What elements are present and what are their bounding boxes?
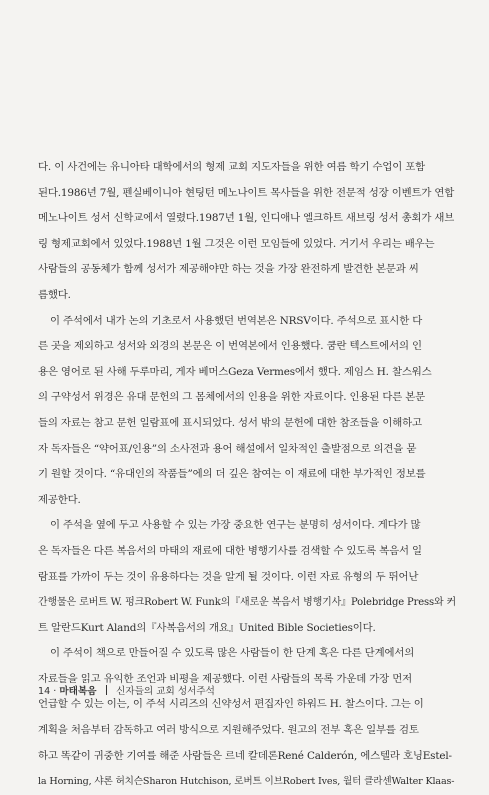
text-line: 자 독자들은 “약어표/인용”의 소사전과 용어 해설에서 일차적인 출발점으로 의견을 묻 <box>38 442 417 455</box>
paragraph-start-line: 이 주석이 책으로 만들어질 수 있도록 많은 사람들이 한 단계 혹은 다른 단계에서의 <box>50 647 415 660</box>
paragraph-start-line: 이 주석에서 내가 논의 기초로서 사용했던 번역본은 NRSV이다. 주석으로 표시한 다 <box>50 314 423 327</box>
text-line: 기 원할 것이다. “유대인의 작품들”에의 더 깊은 참여는 이 재료에 대한 부가적인 정보를 <box>38 468 426 481</box>
book-title: 마태복음 <box>59 686 97 697</box>
text-line: 언급할 수 있는 이는, 이 주석 시리즈의 신약성서 편집자인 하워드 H. 찰스이다. 그는 이 <box>38 698 424 711</box>
text-line: 하고 똑같이 귀중한 기여를 해준 사람들은 르네 칼데론René Calderón, 에스텔라 호닝Estel- <box>38 749 452 762</box>
text-line: 간행물은 로버트 W. 펑크Robert W. Funk의『새로운 복음서 병행기사』Polebridge Press와 커 <box>38 597 456 609</box>
text-line: 된다.1986년 7월, 펜실베이니아 현팅턴 메노나이트 목사들을 위한 전문적 성장 이벤트가 연합 <box>38 186 455 199</box>
footer-dot: · <box>53 686 57 697</box>
text-line: 른 곳을 제외하고 성서와 외경의 본문은 이 번역본에서 인용했다. 쿰란 텍스트에서의 인 <box>38 340 422 353</box>
text-line: 람표를 가까이 두는 것이 유용하다는 것을 알게 될 것이다. 이런 자료 유형의 두 뛰어난 <box>38 570 419 583</box>
text-line: 제공한다. <box>38 493 81 506</box>
text-line: 계획을 처음부터 감독하고 여러 방식으로 지원해주었다. 원고의 전부 혹은 일부를 검토 <box>38 724 419 737</box>
text-line: 사람들의 공동체가 함께 성서가 제공해야만 하는 것을 가장 완전하게 발견한 본문과 씨 <box>38 263 419 276</box>
page-number: 14 <box>38 686 51 697</box>
page-footer <box>38 683 215 697</box>
paragraph-start-line: 이 주석을 옆에 두고 사용할 수 있는 가장 중요한 연구는 분명히 성서이다. 게다가 많 <box>50 519 421 532</box>
text-line: la Horning, 샤론 허치슨Sharon Hutchison, 로버트 이브Robert Ives, 월터 클라센Walter Klaas- <box>38 776 455 788</box>
text-line: 용은 영어로 된 사해 두루마리, 게자 베머스Geza Vermes에서 했다. 제임스 H. 찰스워스 <box>38 365 432 378</box>
body-text <box>38 155 456 795</box>
text-line: 은 독자들은 다른 복음서의 마태의 재료에 대한 병행기사를 검색할 수 있도록 복음서 일 <box>38 544 422 557</box>
footer-separator <box>106 685 108 695</box>
text-line: 름했다. <box>38 288 71 301</box>
text-line: 링 형제교회에서 있었다.1988년 1월 그것은 이런 모임들에 있었다. 거기서 우리는 배우는 <box>38 237 435 250</box>
text-line: 자료들을 읽고 유익한 조언과 비평을 제공했다. 이런 사람들의 목록 가운데 가장 먼저 <box>38 672 413 685</box>
text-line: 의 구약성서 위경은 유대 문헌의 그 몸체에서의 인용을 위한 자료이다. 인용된 다른 본문 <box>38 391 426 404</box>
series-title: 신자들의 교회 성서주석 <box>116 686 215 697</box>
text-line: 메노나이트 성서 신학교에서 열렸다.1987년 1월, 인디애나 엘크하트 새브링 성서 총회가 새브 <box>38 212 455 225</box>
text-line: 다. 이 사건에는 유니아타 대학에서의 형제 교회 지도자들을 위한 여름 학기 수업이 포함 <box>38 161 426 173</box>
text-line: 트 알란드Kurt Aland의『사복음서의 개요』United Bible Societies이다. <box>38 621 376 634</box>
text-line: 들의 자료는 참고 문헌 일람표에 표시되었다. 성서 밖의 문헌에 대한 참조들을 이해하고 <box>38 416 422 429</box>
